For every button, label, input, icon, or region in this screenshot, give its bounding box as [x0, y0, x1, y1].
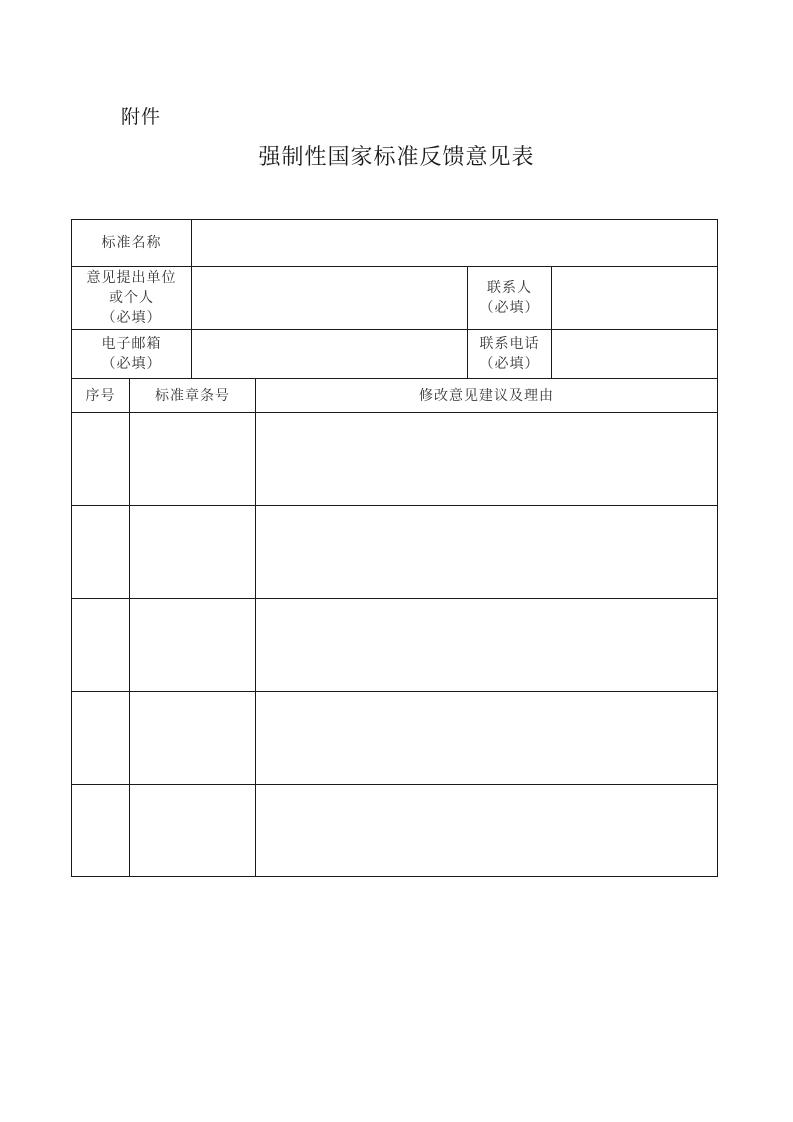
email-label: 电子邮箱 （必填）	[72, 330, 192, 379]
email-phone-row	[72, 330, 718, 379]
row-suggestion-cell[interactable]	[256, 506, 718, 599]
row-no-cell[interactable]	[72, 413, 130, 506]
standard-name-label: 标准名称	[72, 220, 192, 267]
row-clause-cell[interactable]	[130, 506, 256, 599]
phone-label: 联系电话 （必填）	[468, 330, 552, 379]
attachment-label: 附件	[121, 106, 162, 128]
submitter-row	[72, 267, 718, 330]
row-no-cell[interactable]	[72, 785, 130, 877]
page-title: 强制性国家标准反馈意见表	[258, 145, 535, 170]
column-header-clause: 标准章条号	[130, 379, 256, 413]
table-row	[72, 413, 718, 506]
table-row	[72, 506, 718, 599]
row-no-cell[interactable]	[72, 506, 130, 599]
table-row	[72, 692, 718, 785]
row-suggestion-cell[interactable]	[256, 599, 718, 692]
column-header-suggestion: 修改意见建议及理由	[256, 379, 718, 413]
standard-name-row	[72, 220, 718, 267]
table-header-row	[72, 379, 718, 413]
contact-person-field[interactable]	[552, 267, 718, 330]
row-clause-cell[interactable]	[130, 413, 256, 506]
row-clause-cell[interactable]	[130, 785, 256, 877]
submitter-label: 意见提出单位 或个人 （必填）	[72, 267, 192, 330]
row-no-cell[interactable]	[72, 599, 130, 692]
row-clause-cell[interactable]	[130, 599, 256, 692]
feedback-form-table	[71, 219, 718, 877]
contact-person-label: 联系人 （必填）	[468, 267, 552, 330]
table-row	[72, 785, 718, 877]
email-field[interactable]	[192, 330, 468, 379]
row-no-cell[interactable]	[72, 692, 130, 785]
row-suggestion-cell[interactable]	[256, 785, 718, 877]
phone-field[interactable]	[552, 330, 718, 379]
submitter-field[interactable]	[192, 267, 468, 330]
row-suggestion-cell[interactable]	[256, 413, 718, 506]
standard-name-field[interactable]	[192, 220, 718, 267]
row-clause-cell[interactable]	[130, 692, 256, 785]
row-suggestion-cell[interactable]	[256, 692, 718, 785]
column-header-no: 序号	[72, 379, 130, 413]
table-row	[72, 599, 718, 692]
